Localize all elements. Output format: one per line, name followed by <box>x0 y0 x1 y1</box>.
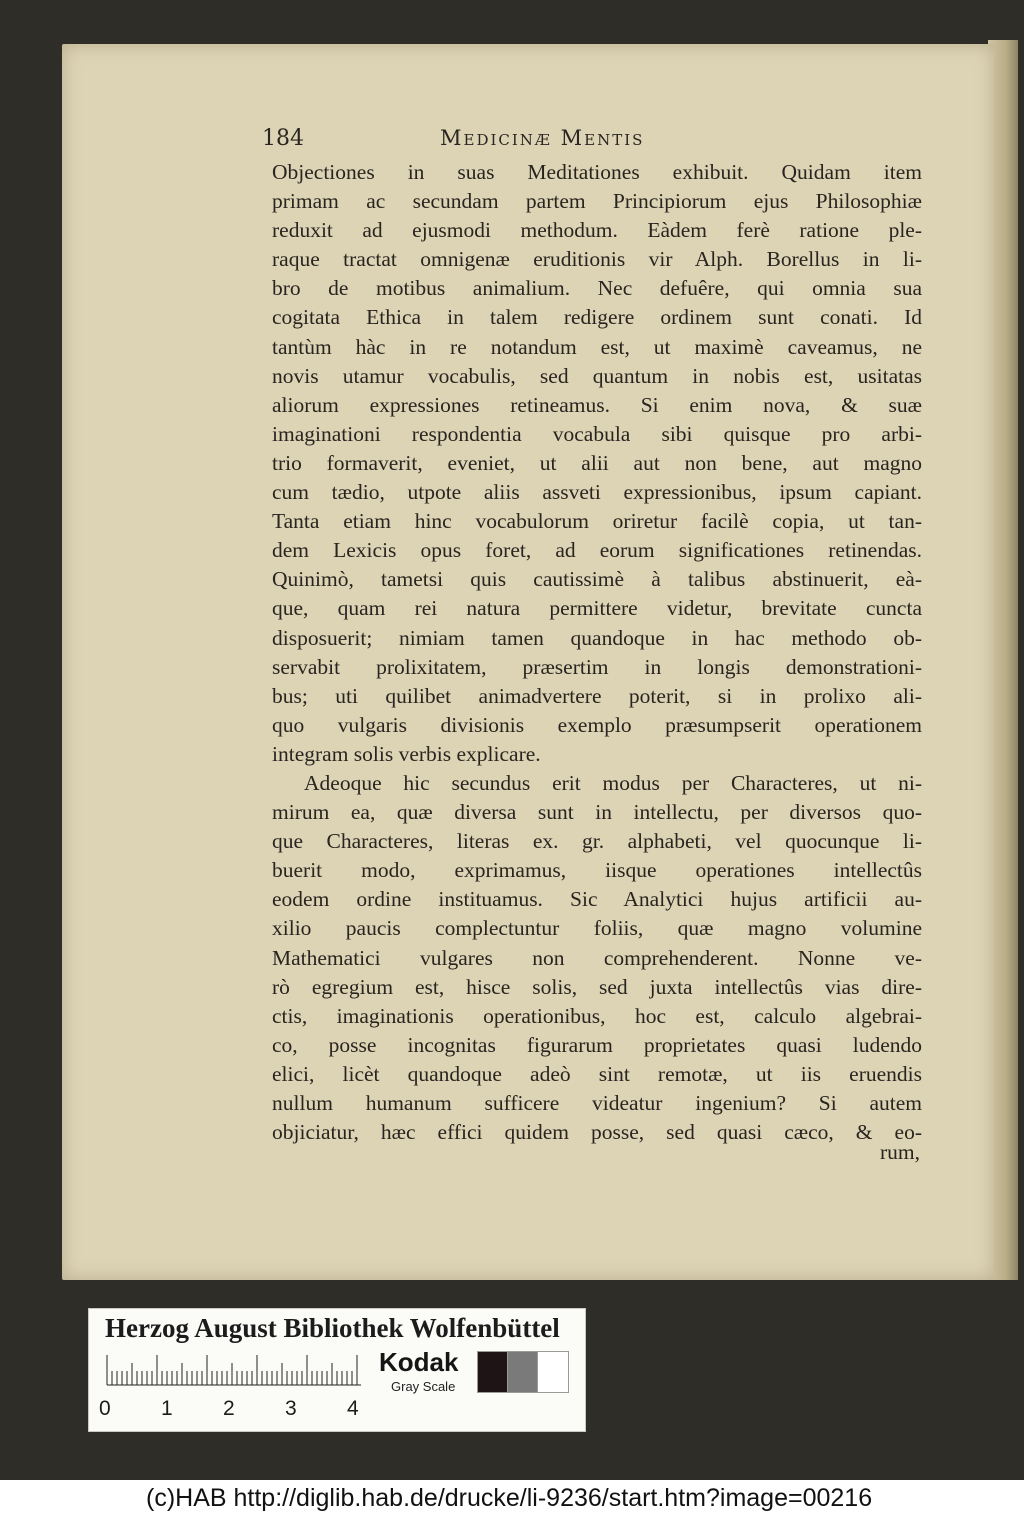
text-line: rò egregium est, hisce solis, sed juxta intellectûs vias dire- <box>272 974 922 999</box>
text-line: trio formaverit, eveniet, ut alii aut non bene, aut magno <box>272 450 922 475</box>
gray-swatch <box>507 1351 539 1393</box>
text-line: buerit modo, exprimamus, iisque operationes intellectûs <box>272 858 922 883</box>
text-line: que, quam rei natura permittere videtur, brevitate cuncta <box>272 596 922 621</box>
ruler-number: 4 <box>347 1397 359 1420</box>
text-line: primam ac secundam partem Principiorum ejus Philosophiæ <box>272 189 922 214</box>
text-line: reduxit ad ejusmodi methodum. Eàdem ferè ratione ple- <box>272 218 922 243</box>
text-line: co, posse incognitas figurarum proprietates quasi ludendo <box>272 1032 922 1057</box>
text-line: bus; uti quilibet animadvertere poterit, si in prolixo ali- <box>272 683 922 708</box>
ruler-number: 1 <box>161 1397 173 1420</box>
footer-bar <box>0 1480 1024 1523</box>
catchword: rum, <box>879 1140 920 1164</box>
ruler-number: 0 <box>99 1397 111 1420</box>
footer-credit: (c)HAB http://diglib.hab.de/drucke/li-9236/start.htm?image=00216 <box>146 1484 873 1512</box>
text-line: objiciatur, hæc effici quidem posse, sed quasi cæco, & eo- <box>272 1120 922 1145</box>
measurement-ruler <box>103 1351 365 1389</box>
running-head: Medicinæ Mentis <box>440 126 645 150</box>
gray-swatch <box>477 1351 509 1393</box>
text-line: cogitata Ethica in talem redigere ordinem sunt conati. Id <box>272 305 922 330</box>
kodak-logo: Kodak <box>379 1347 459 1377</box>
text-line: ctis, imaginationis operationibus, hoc est, calculo algebrai- <box>272 1003 922 1028</box>
gray-scale-label: Gray Scale <box>391 1379 456 1394</box>
text-line: eodem ordine instituamus. Sic Analytici hujus artificii au- <box>272 887 922 912</box>
text-line: xilio paucis complectuntur foliis, quæ magno volumine <box>272 916 922 941</box>
text-line: nullum humanum sufficere videatur ingenium? Si autem <box>272 1091 922 1115</box>
text-line: Adeoque hic secundus erit modus per Characteres, ut ni- <box>304 770 922 795</box>
text-line: novis utamur vocabulis, sed quantum in nobis est, usitatas <box>272 363 922 388</box>
gray-swatch <box>537 1351 569 1393</box>
ruler-number: 2 <box>223 1397 235 1420</box>
text-line: mirum ea, quæ diversa sunt in intellectu, per diversos quo- <box>272 800 922 825</box>
page-header <box>262 126 922 156</box>
text-line: disposuerit; nimiam tamen quandoque in hac methodo ob- <box>272 625 922 650</box>
library-name: Herzog August Bibliothek Wolfenbüttel <box>105 1313 560 1343</box>
text-line: que Characteres, literas ex. gr. alphabeti, vel quocunque li- <box>272 829 922 854</box>
text-line: Mathematici vulgares non comprehenderent. Nonne ve- <box>272 945 922 970</box>
text-line: quo vulgaris divisionis exemplo præsumpserit operationem <box>272 712 922 737</box>
library-color-card <box>88 1308 586 1432</box>
text-line: Tanta etiam hinc vocabulorum oriretur facilè copia, ut tan- <box>272 509 922 534</box>
text-line: imaginationi respondentia vocabula sibi quisque pro arbi- <box>272 421 922 446</box>
page-number: 184 <box>262 126 304 151</box>
text-line: aliorum expressiones retineamus. Si enim nova, & suæ <box>272 392 922 417</box>
text-line: Quinimò, tametsi quis cautissimè à talibus abstinuerit, eà- <box>272 567 922 592</box>
body-text <box>272 158 922 1147</box>
text-line: Objectiones in suas Meditationes exhibuit. Quidam item <box>272 160 922 184</box>
ruler-number: 3 <box>285 1397 297 1420</box>
text-line: raque tractat omnigenæ eruditionis vir Alph. Borellus in li- <box>272 247 922 272</box>
text-line: servabit prolixitatem, præsertim in longis demonstrationi- <box>272 654 922 679</box>
text-line: bro de motibus animalium. Nec defuêre, qui omnia sua <box>272 276 922 301</box>
text-line: dem Lexicis opus foret, ad eorum significationes retinendas. <box>272 538 922 563</box>
text-line: elici, licèt quandoque adeò sint remotæ, ut iis eruendis <box>272 1061 922 1086</box>
text-line: tantùm hàc in re notandum est, ut maximè caveamus, ne <box>272 334 922 359</box>
ruler-numbers <box>99 1397 399 1423</box>
text-line: integram solis verbis explicare. <box>272 741 541 766</box>
text-line: cum tædio, utpote aliis assveti expressionibus, ipsum capiant. <box>272 480 922 505</box>
